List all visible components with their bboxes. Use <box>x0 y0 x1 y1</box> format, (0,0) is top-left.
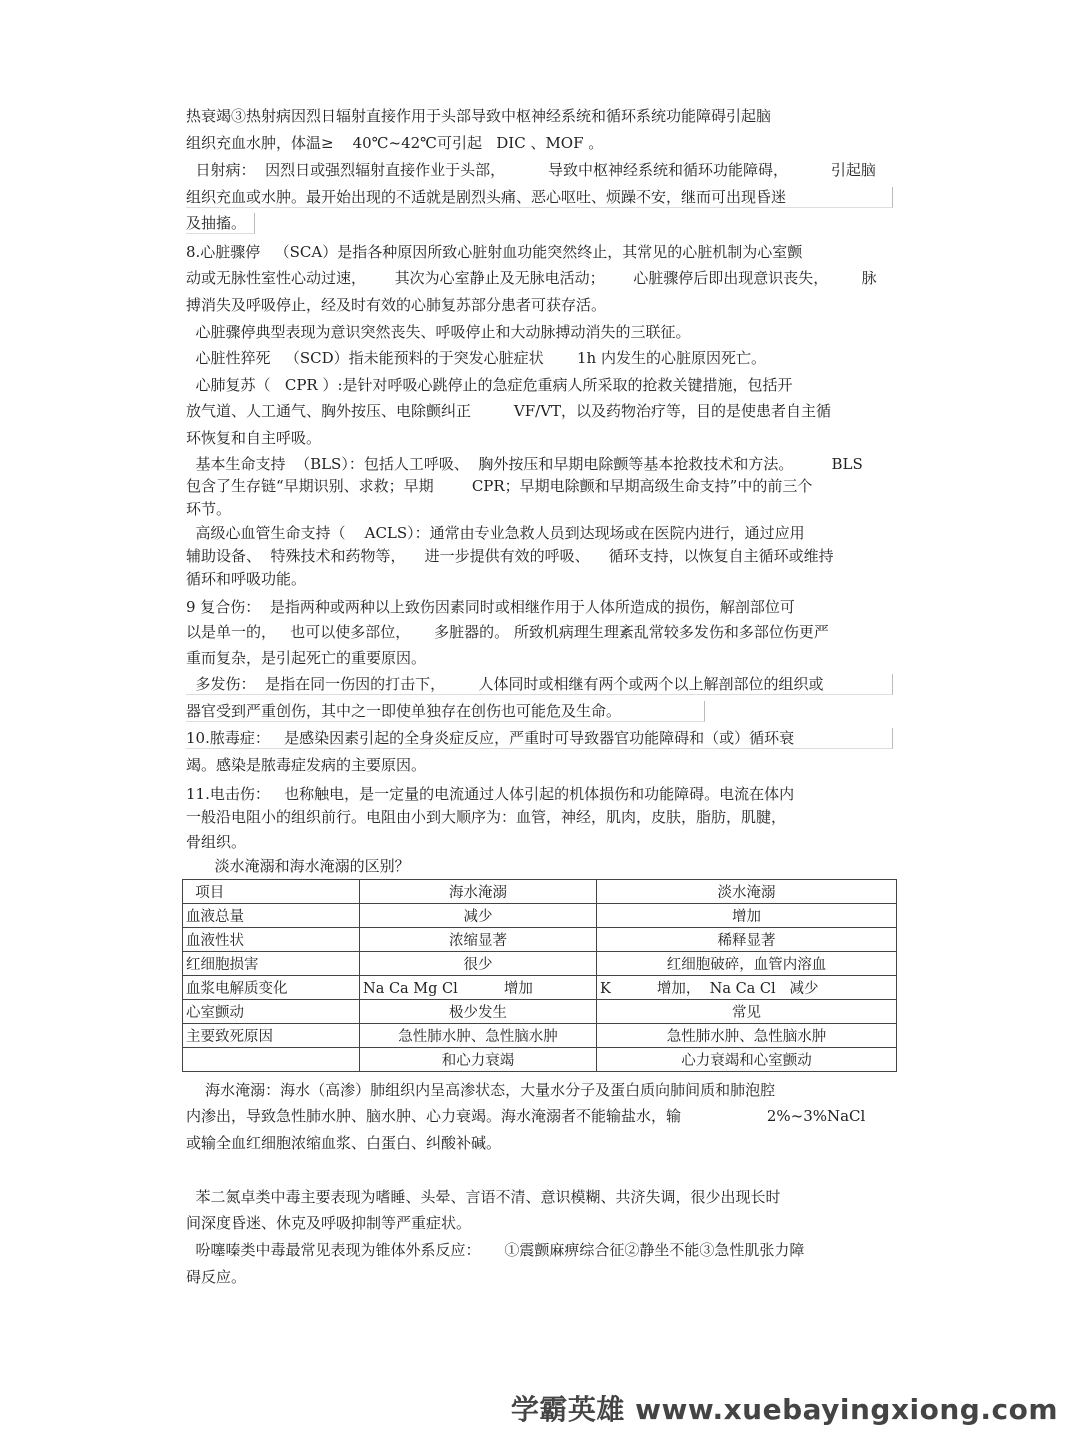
text-line: 辅助设备、 特殊技术和药物等， 进一步提供有效的呼吸、 循环支持，以恢复自主循环或维持 <box>186 547 834 565</box>
table-cell: 心室颤动 <box>183 1000 360 1024</box>
text-line: 热衰竭③热射病因烈日辐射直接作用于头部导致中枢神经系统和循环系统功能障碍引起脑 <box>186 107 772 125</box>
table-row <box>183 976 897 1000</box>
text-line: 心脏性猝死 （SCD）指未能预料的于突发心脏症状 1h 内发生的心脏原因死亡。 <box>186 349 766 367</box>
text-line: 骨组织。 <box>186 833 247 851</box>
text-line: 器官受到严重创伤，其中之一即使单独存在创伤也可能危及生命。 <box>186 701 705 722</box>
drowning-comparison-table <box>182 879 897 1072</box>
table-cell: 血液性状 <box>183 928 360 952</box>
text-line: 竭。感染是脓毒症发病的主要原因。 <box>186 756 427 774</box>
text-line: 以是单一的， 也可以使多部位， 多脏器的。 所致机病理生理紊乱常较多发伤和多部位伤更严 <box>186 623 829 641</box>
text-line: 基本生命支持 （BLS）：包括人工呼吸、 胸外按压和早期电除颤等基本抢救技术和方法。 BLS <box>186 455 863 473</box>
table-cell: 极少发生 <box>360 1000 597 1024</box>
text-line: 一般沿电阻小的组织前行。电阻由小到大顺序为：血管，神经，肌肉，皮肤，脂肪，肌腱， <box>186 808 787 826</box>
text-line: 组织充血或水肿。最开始出现的不适就是剧烈头痛、恶心呕吐、烦躁不安，继而可出现昏迷 <box>186 187 893 208</box>
section-11-heading: 11.电击伤： 也称触电，是一定量的电流通过人体引起的机体损伤和功能障碍。电流在体内 <box>186 785 795 803</box>
table-header-cell: 项目 <box>183 880 360 904</box>
table-header-cell: 海水淹溺 <box>360 880 597 904</box>
table-cell: 主要致死原因 <box>183 1024 360 1048</box>
table-cell: Na Ca Mg Cl 增加 <box>360 976 597 1000</box>
table-cell: 常见 <box>597 1000 897 1024</box>
table-cell: 急性肺水肿、急性脑水肿 <box>597 1024 897 1048</box>
text-line: 搏消失及呼吸停止，经及时有效的心肺复苏部分患者可获存活。 <box>186 296 607 314</box>
table-cell: 红细胞损害 <box>183 952 360 976</box>
table-row <box>183 1000 897 1024</box>
section-9-heading: 9 复合伤： 是指两种或两种以上致伤因素同时或相继作用于人体所造成的损伤，解剖部位可 <box>186 598 795 616</box>
table-row <box>183 1024 897 1048</box>
table-cell: 红细胞破碎，血管内溶血 <box>597 952 897 976</box>
text-line: 动或无脉性室性心动过速， 其次为心室静止及无脉电活动； 心脏骤停后即出现意识丧失， 脉 <box>186 269 877 287</box>
table-cell: 急性肺水肿、急性脑水肿 <box>360 1024 597 1048</box>
site-watermark: 学霸英雄 www.xuebayingxiong.com <box>510 1393 1058 1426</box>
table-cell: K 增加， Na Ca Cl 减少 <box>597 976 897 1000</box>
section-10-heading: 10.脓毒症： 是感染因素引起的全身炎症反应，严重时可导致器官功能障碍和（或）循环衰 <box>186 728 893 749</box>
text-line: 碍反应。 <box>186 1268 247 1286</box>
table-header-cell: 淡水淹溺 <box>597 880 897 904</box>
section-8-heading: 8.心脏骤停 （SCA）是指各种原因所致心脏射血功能突然终止，其常见的心脏机制为心室颤 <box>186 243 803 261</box>
table-row <box>183 928 897 952</box>
text-line: 或输全血红细胞浓缩血浆、白蛋白、纠酸补碱。 <box>186 1134 502 1152</box>
text-line: 环恢复和自主呼吸。 <box>186 429 322 447</box>
text-line: 日射病： 因烈日或强烈辐射直接作业于头部， 导致中枢神经系统和循环功能障碍， 引起脑 <box>186 161 876 179</box>
table-row <box>183 1048 897 1072</box>
table-cell: 血浆电解质变化 <box>183 976 360 1000</box>
table-cell: 血液总量 <box>183 904 360 928</box>
text-line: 放气道、人工通气、胸外按压、电除颤纠正 VF/VT，以及药物治疗等，目的是使患者自主循 <box>186 402 832 420</box>
table-caption: 淡水淹溺和海水淹溺的区别？ <box>186 857 410 875</box>
text-line: 多发伤： 是指在同一伤因的打击下， 人体同时或相继有两个或两个以上解剖部位的组织或 <box>186 674 893 695</box>
table-row <box>183 904 897 928</box>
table-cell: 稀释显著 <box>597 928 897 952</box>
table-cell: 减少 <box>360 904 597 928</box>
text-line: 内渗出，导致急性肺水肿、脑水肿、心力衰竭。海水淹溺者不能输盐水，输 2%~3%NaCl <box>186 1107 866 1125</box>
text-line: 海水淹溺：海水（高渗）肺组织内呈高渗状态，大量水分子及蛋白质向肺间质和肺泡腔 <box>186 1081 776 1099</box>
table-cell: 浓缩显著 <box>360 928 597 952</box>
table-cell: 增加 <box>597 904 897 928</box>
text-line: 循环和呼吸功能。 <box>186 570 307 588</box>
text-line: 高级心血管生命支持（ ACLS）：通常由专业急救人员到达现场或在医院内进行，通过应用 <box>186 524 805 542</box>
text-line: 吩噻嗪类中毒最常见表现为锥体外系反应： ①震颤麻痹综合征②静坐不能③急性肌张力障 <box>186 1241 805 1259</box>
text-line: 包含了生存链“早期识别、求救；早期 CPR；早期电除颤和早期高级生命支持”中的前三个 <box>186 477 813 495</box>
text-line: 组织充血水肿，体温≥ 40℃~42℃可引起 DIC 、MOF 。 <box>186 134 604 152</box>
text-line: 心肺复苏（ CPR ）:是针对呼吸心跳停止的急症危重病人所采取的抢救关键措施，包括开 <box>186 376 793 394</box>
text-line: 苯二氮卓类中毒主要表现为嗜睡、头晕、言语不清、意识模糊、共济失调，很少出现长时 <box>186 1188 781 1206</box>
table-cell: 很少 <box>360 952 597 976</box>
table-row <box>183 952 897 976</box>
text-line: 环节。 <box>186 500 232 518</box>
table-cell: 心力衰竭和心室颤动 <box>597 1048 897 1072</box>
text-line: 及抽搐。 <box>186 213 255 234</box>
table-cell <box>183 1048 360 1072</box>
text-line: 间深度昏迷、休克及呼吸抑制等严重症状。 <box>186 1214 472 1232</box>
text-line: 重而复杂，是引起死亡的重要原因。 <box>186 649 427 667</box>
table-header-row <box>183 880 897 904</box>
text-line: 心脏骤停典型表现为意识突然丧失、呼吸停止和大动脉搏动消失的三联征。 <box>186 323 691 341</box>
table-cell: 和心力衰竭 <box>360 1048 597 1072</box>
